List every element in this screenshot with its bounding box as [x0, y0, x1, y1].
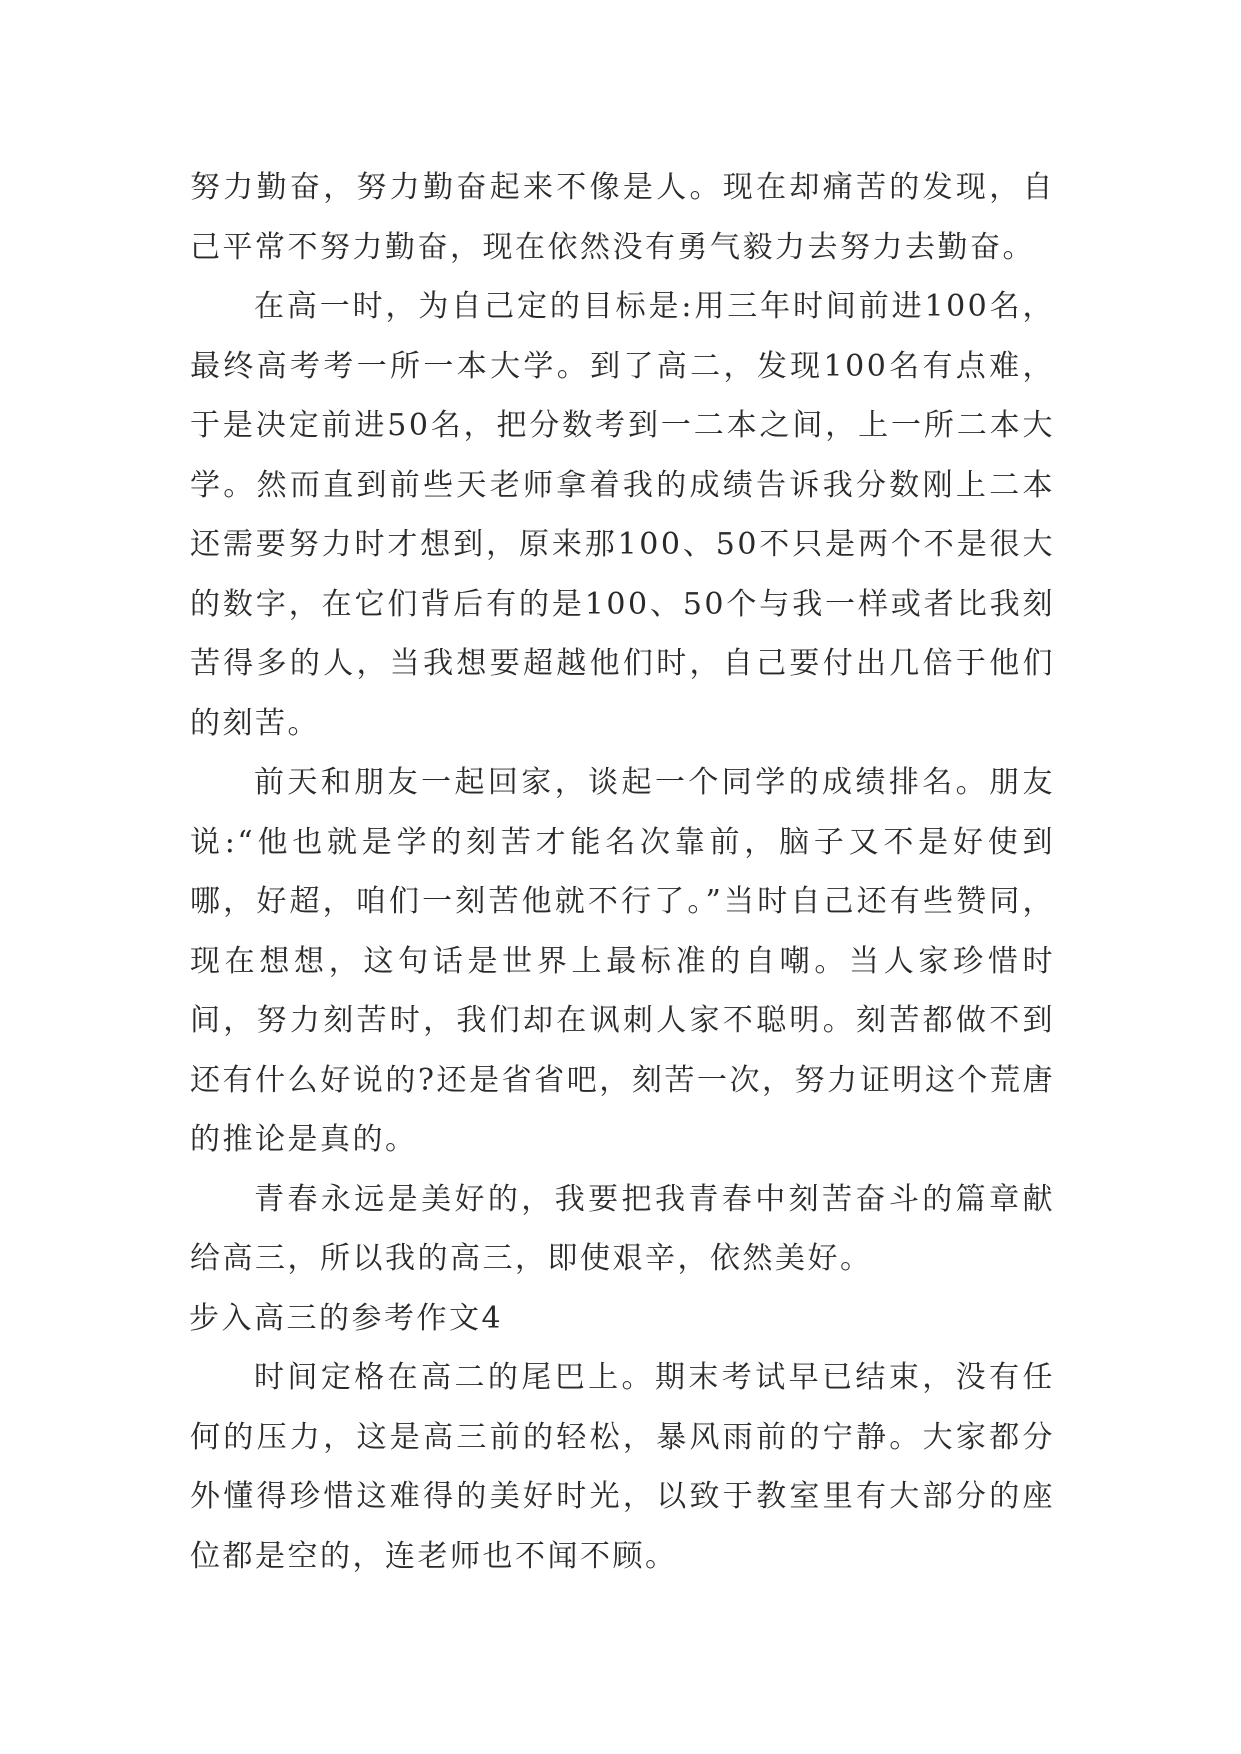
paragraph-4: 青春永远是美好的，我要把我青春中刻苦奋斗的篇章献给高三，所以我的高三，即使艰辛，依然美好。: [190, 1181, 1055, 1276]
paragraph-1: 努力勤奋，努力勤奋起来不像是人。现在却痛苦的发现，自己平常不努力勤奋，现在依然没有勇气毅力去努力去勤奋。: [190, 170, 1055, 265]
document-body: [190, 158, 1055, 1586]
paragraph-3: 前天和朋友一起回家，谈起一个同学的成绩排名。朋友说:“他也就是学的刻苦才能名次靠前，脑子又不是好使到哪，好超，咱们一刻苦他就不行了。”当时自己还有些赞同，现在想想，这句话是世界上最标准的自嘲。当人家珍惜时间，努力刻苦时，我们却在讽刺人家不聪明。刻苦都做不到还有什么好说的?还是省省吧，刻苦一次，努力证明这个荒唐的推论是真的。: [190, 765, 1055, 1157]
paragraph-2: 在高一时，为自己定的目标是:用三年时间前进100名，最终高考考一所一本大学。到了高二，发现100名有点难，于是决定前进50名，把分数考到一二本之间，上一所二本大学。然而直到前些天老师拿着我的成绩告诉我分数刚上二本还需要努力时才想到，原来那100、50不只是两个不是很大的数字，在它们背后有的是100、50个与我一样或者比我刻苦得多的人，当我想要超越他们时，自己要付出几倍于他们的刻苦。: [190, 289, 1055, 741]
paragraph-5: 时间定格在高二的尾巴上。期末考试早已结束，没有任何的压力，这是高三前的轻松，暴风雨前的宁静。大家都分外懂得珍惜这难得的美好时光，以致于教室里有大部分的座位都是空的，连老师也不闻不顾。: [190, 1360, 1055, 1574]
section-title: 步入高三的参考作文4: [189, 1300, 504, 1336]
